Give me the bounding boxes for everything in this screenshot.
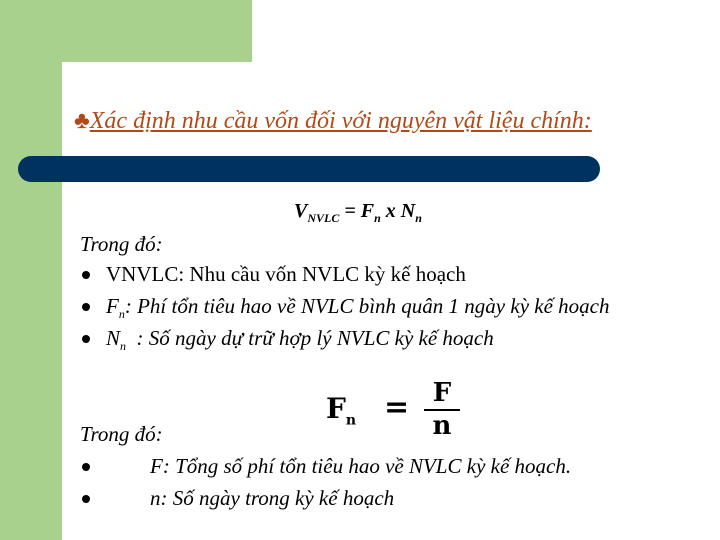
section1-item-2 xyxy=(106,294,609,322)
bullet-icon xyxy=(82,463,90,471)
formula-f-sub: n xyxy=(374,211,381,225)
section2-item-2: n: Số ngày trong kỳ kế hoạch xyxy=(150,486,395,510)
formula-fn xyxy=(326,378,466,440)
formula2-numerator: F xyxy=(432,378,452,408)
item-term: N xyxy=(106,326,121,350)
item-term: F xyxy=(106,294,119,318)
item-desc: : Số ngày dự trữ hợp lý NVLC kỳ kế hoạch xyxy=(126,326,494,350)
section2-heading: Trong đó: xyxy=(80,422,163,446)
item-term: VNVLC xyxy=(106,262,179,286)
slide-title-text: Xác định nhu cầu vốn đối với nguyên vật liệu chính: xyxy=(89,108,592,134)
formula2-lhs-sub: n xyxy=(345,412,357,429)
formula2-equals: = xyxy=(384,390,410,425)
formula-lhs: V xyxy=(294,200,308,222)
bullet-icon xyxy=(82,495,90,503)
bullet-icon xyxy=(82,303,90,311)
formula-vnvlc xyxy=(294,200,422,226)
item-term-sub: n xyxy=(118,307,125,322)
formula2-fraction xyxy=(424,378,460,440)
item-desc: : Nhu cầu vốn NVLC kỳ kế hoạch xyxy=(178,262,466,286)
section1-heading: Trong đó: xyxy=(80,232,163,256)
section2-item-1: F: Tổng số phí tổn tiêu hao về NVLC kỳ kế hoạch. xyxy=(150,454,572,478)
club-icon: ♣ xyxy=(74,108,90,134)
formula2-denominator: n xyxy=(432,411,452,441)
formula-op: = F xyxy=(344,200,375,222)
item-term-sub: n xyxy=(120,339,127,354)
formula-lhs-sub: NVLC xyxy=(307,211,340,225)
formula-x: x N xyxy=(385,200,416,222)
item-desc: : Phí tổn tiêu hao về NVLC bình quân 1 ngày kỳ kế hoạch xyxy=(124,294,610,318)
formula-n-sub: n xyxy=(415,211,422,225)
green-corner-left xyxy=(0,0,62,540)
bullet-icon xyxy=(82,335,90,343)
formula2-lhs xyxy=(326,392,356,429)
section1-item-3 xyxy=(106,326,494,354)
slide-title xyxy=(74,108,592,135)
title-underline-bar xyxy=(18,156,600,182)
formula2-lhs-text: F xyxy=(326,392,346,425)
bullet-icon xyxy=(82,271,90,279)
section1-item-1 xyxy=(106,262,466,290)
